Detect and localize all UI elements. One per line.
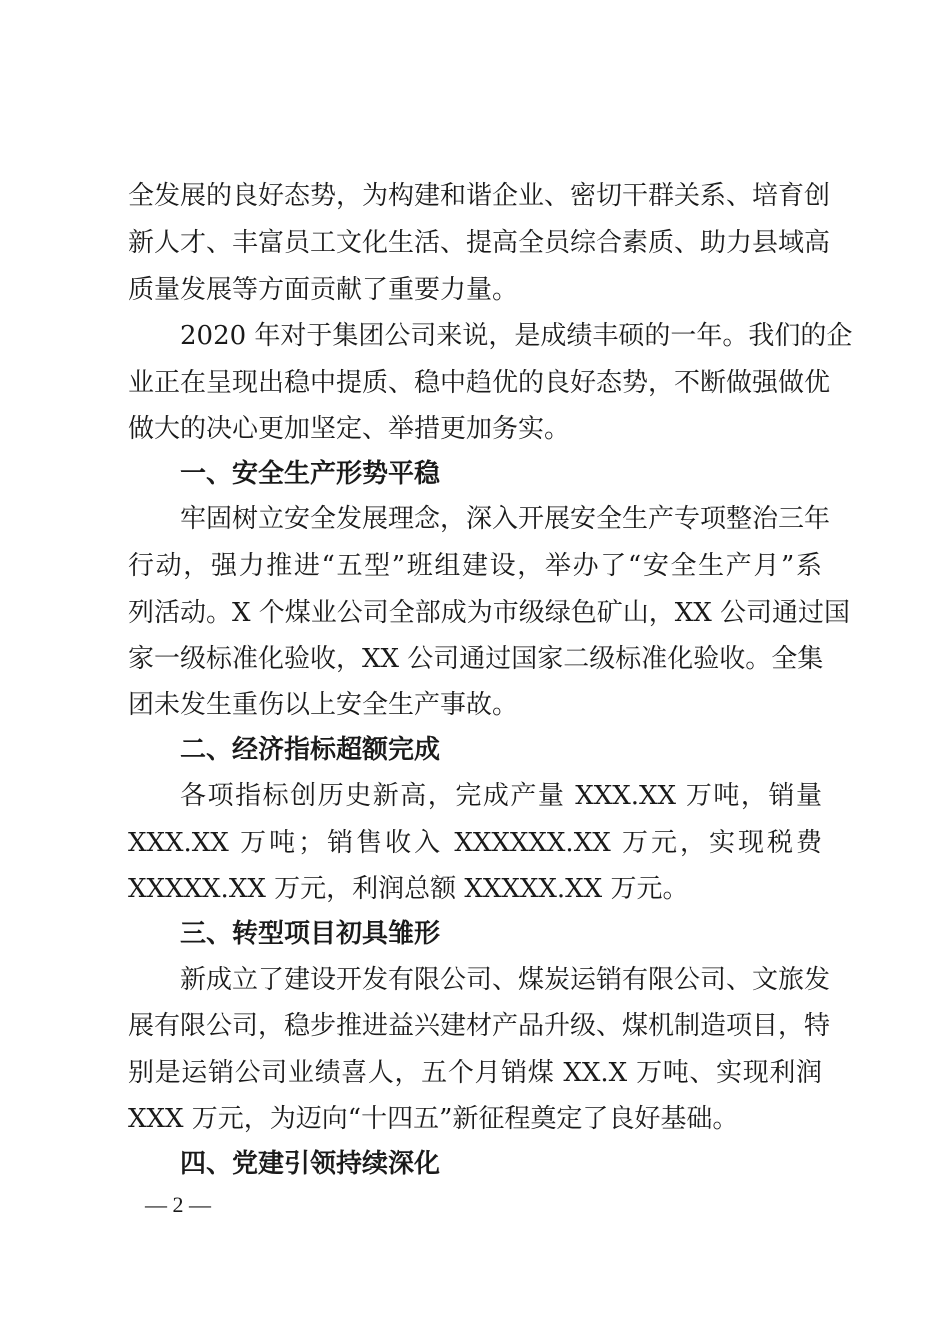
paragraph-line: 各项指标创历史新高，完成产量 XXX.XX 万吨，销量: [180, 781, 822, 811]
paragraph-line: 做大的决心更加坚定、举措更加务实。: [128, 414, 571, 444]
section-heading-party-building: 四、党建引领持续深化: [180, 1149, 441, 1179]
paragraph-line: 全发展的良好态势，为构建和谐企业、密切干群关系、培育创: [128, 181, 831, 211]
paragraph-line: 2020 年对于集团公司来说，是成绩丰硕的一年。我们的企: [180, 321, 853, 351]
paragraph-line: XXXXX.XX 万元，利润总额 XXXXX.XX 万元。: [128, 874, 689, 904]
paragraph-line: 新成立了建设开发有限公司、煤炭运销有限公司、文旅发: [180, 965, 831, 995]
section-heading-transformation: 三、转型项目初具雏形: [180, 919, 441, 949]
paragraph-line: 质量发展等方面贡献了重要力量。: [128, 275, 519, 305]
paragraph-line: 团未发生重伤以上安全生产事故。: [128, 690, 519, 720]
page-number: — 2 —: [145, 1192, 211, 1217]
paragraph-line: 牢固树立安全发展理念，深入开展安全生产专项整治三年: [180, 504, 831, 534]
paragraph-line: 家一级标准化验收，XX 公司通过国家二级标准化验收。全集: [128, 644, 824, 674]
section-heading-safety: 一、安全生产形势平稳: [180, 459, 441, 489]
section-heading-economy: 二、经济指标超额完成: [180, 735, 441, 765]
paragraph-line: 展有限公司，稳步推进益兴建材产品升级、煤机制造项目，特: [128, 1011, 831, 1041]
paragraph-line: 列活动。X 个煤业公司全部成为市级绿色矿山，XX 公司通过国: [128, 598, 851, 628]
paragraph-line: XXX 万元，为迈向“十四五”新征程奠定了良好基础。: [128, 1104, 739, 1134]
paragraph-line: 业正在呈现出稳中提质、稳中趋优的良好态势，不断做强做优: [128, 368, 831, 398]
paragraph-line: 别是运销公司业绩喜人，五个月销煤 XX.X 万吨、实现利润: [128, 1058, 822, 1088]
paragraph-line: 行动，强力推进“五型”班组建设，举办了“安全生产月”系: [128, 551, 822, 581]
paragraph-line: XXX.XX 万吨；销售收入 XXXXXX.XX 万元，实现税费: [128, 828, 822, 858]
paragraph-line: 新人才、丰富员工文化生活、提高全员综合素质、助力县域高: [128, 228, 831, 258]
